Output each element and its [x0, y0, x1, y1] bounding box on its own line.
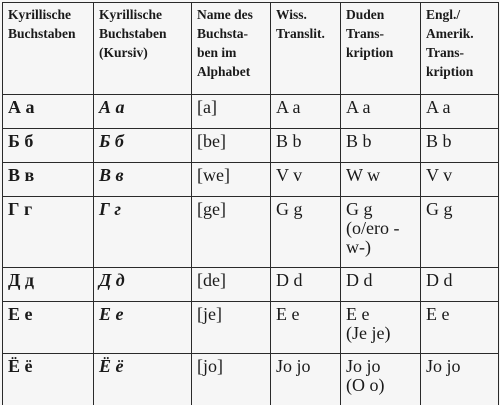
- cell-scientific: E e: [271, 302, 341, 354]
- header-cyrillic-letters: Kyrillische Buchstaben: [3, 3, 94, 95]
- header-letter-name: Name des Buchsta- ben im Alphabet: [192, 3, 271, 95]
- cell-cyrillic: Ё ё: [3, 354, 94, 405]
- cell-letter-name: [be]: [192, 129, 271, 163]
- cell-duden: D d: [341, 268, 421, 302]
- cell-english: E e: [421, 302, 499, 354]
- cell-cyrillic-italic: Д д: [94, 268, 192, 302]
- cell-scientific: B b: [271, 129, 341, 163]
- cell-cyrillic: Г г: [3, 197, 94, 268]
- cell-cyrillic: А а: [3, 95, 94, 129]
- cell-cyrillic-italic: Ё ё: [94, 354, 192, 405]
- header-duden-transcription: Duden Trans- kription: [341, 3, 421, 95]
- cell-scientific: D d: [271, 268, 341, 302]
- cell-english: A a: [421, 95, 499, 129]
- cell-cyrillic-italic: А а: [94, 95, 192, 129]
- cell-cyrillic-italic: В в: [94, 163, 192, 197]
- table-row: [3, 354, 499, 405]
- cell-letter-name: [ge]: [192, 197, 271, 268]
- cell-duden: B b: [341, 129, 421, 163]
- cell-duden: G g (o/ero - w-): [341, 197, 421, 268]
- header-english-transcription: Engl./ Amerik. Trans- kription: [421, 3, 499, 95]
- cell-letter-name: [je]: [192, 302, 271, 354]
- cell-english: D d: [421, 268, 499, 302]
- table-row: [3, 129, 499, 163]
- cell-letter-name: [de]: [192, 268, 271, 302]
- cell-letter-name: [a]: [192, 95, 271, 129]
- cell-cyrillic: Е е: [3, 302, 94, 354]
- header-cyrillic-italic: Kyrillische Buchstaben (Kursiv): [94, 3, 192, 95]
- cell-cyrillic: Б б: [3, 129, 94, 163]
- header-row: [3, 3, 499, 95]
- cell-scientific: Jo jo: [271, 354, 341, 405]
- transliteration-table: [2, 2, 499, 405]
- cell-english: B b: [421, 129, 499, 163]
- table-row: [3, 163, 499, 197]
- cell-cyrillic: В в: [3, 163, 94, 197]
- cell-duden: Jo jo (O o): [341, 354, 421, 405]
- cell-cyrillic-italic: Г г: [94, 197, 192, 268]
- cell-duden: A a: [341, 95, 421, 129]
- cell-letter-name: [we]: [192, 163, 271, 197]
- cell-english: G g: [421, 197, 499, 268]
- cell-cyrillic-italic: Б б: [94, 129, 192, 163]
- table-row: [3, 95, 499, 129]
- header-scientific-translit: Wiss. Translit.: [271, 3, 341, 95]
- cell-cyrillic-italic: Е е: [94, 302, 192, 354]
- table-row: [3, 302, 499, 354]
- cell-english: V v: [421, 163, 499, 197]
- cell-scientific: G g: [271, 197, 341, 268]
- cell-duden: E e (Je je): [341, 302, 421, 354]
- cell-duden: W w: [341, 163, 421, 197]
- cell-letter-name: [jo]: [192, 354, 271, 405]
- table-row: [3, 268, 499, 302]
- cell-scientific: V v: [271, 163, 341, 197]
- table-row: [3, 197, 499, 268]
- cell-cyrillic: Д д: [3, 268, 94, 302]
- cell-scientific: A a: [271, 95, 341, 129]
- cell-english: Jo jo: [421, 354, 499, 405]
